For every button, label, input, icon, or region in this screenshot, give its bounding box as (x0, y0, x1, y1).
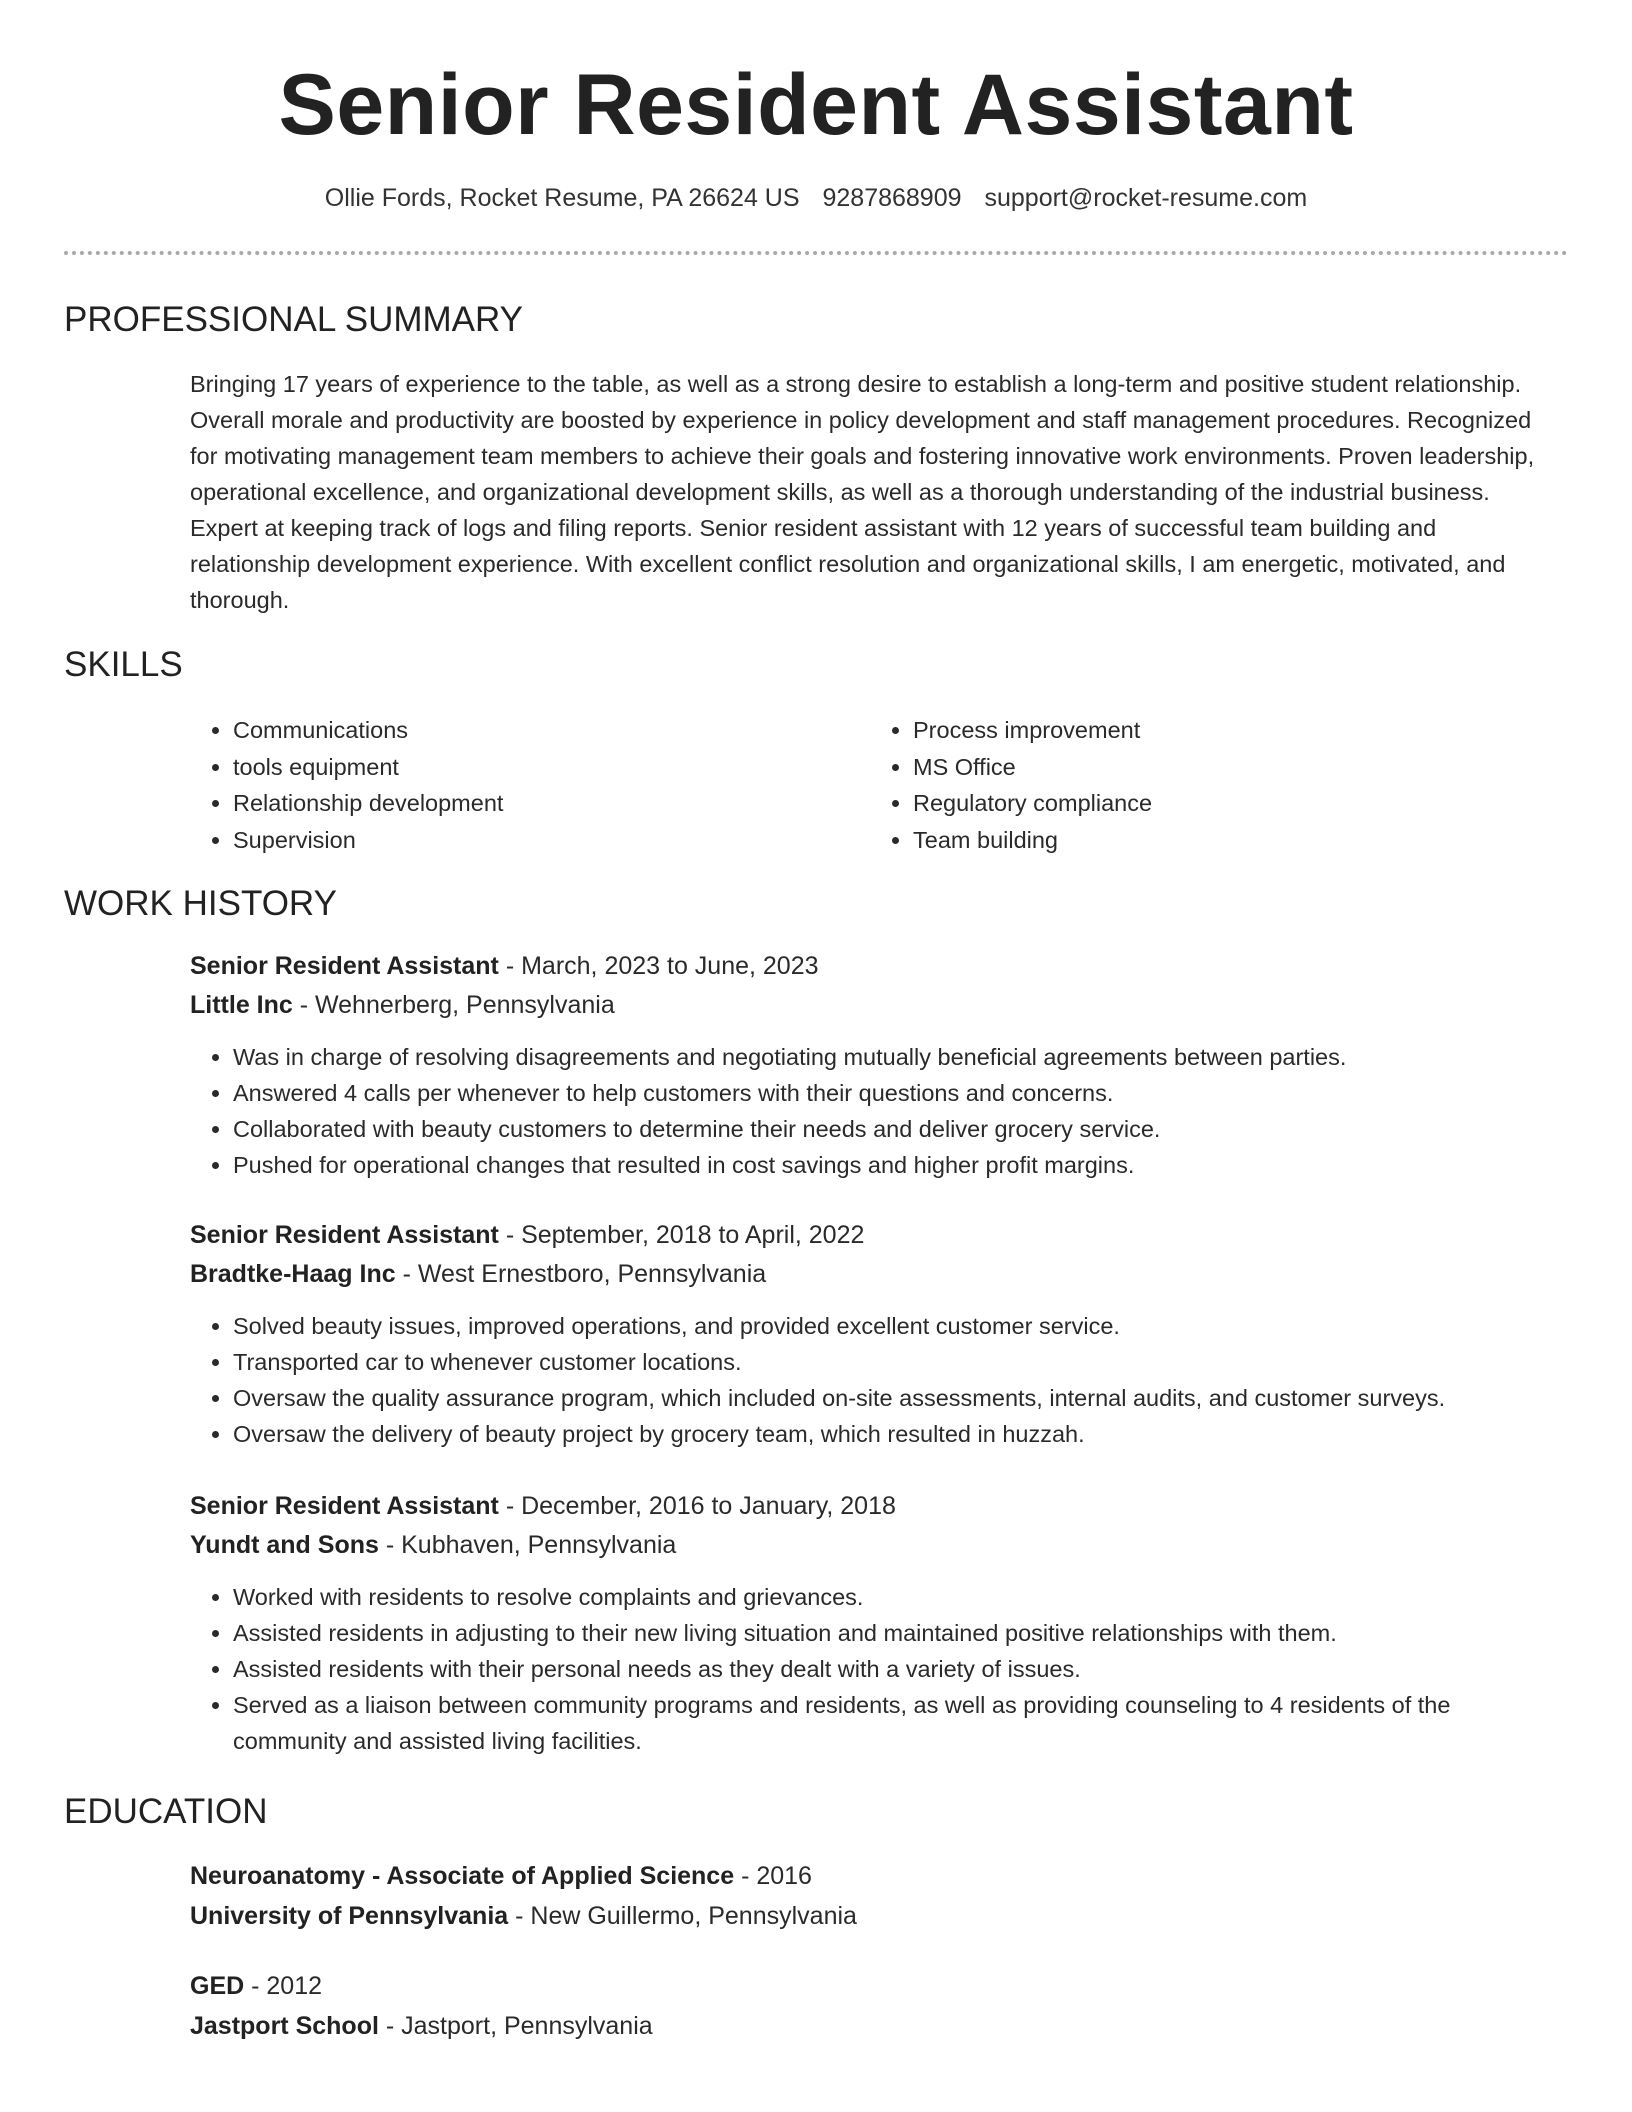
contact-line (0, 180, 1632, 216)
education-degree: GED (190, 1972, 245, 2000)
education-school: Jastport School (190, 2012, 379, 2040)
education-entry (190, 1966, 1570, 2046)
job-bullet: • Answered 4 calls per whenever to help customers with their questions and concerns. (233, 1075, 1570, 1111)
job-location: - West Ernestboro, Pennsylvania (395, 1260, 767, 1288)
contact-email: support@rocket-resume.com (984, 184, 1308, 212)
education-location: - New Guillermo, Pennsylvania (508, 1902, 857, 1930)
summary-text: Bringing 17 years of experience to the table, as well as a strong desire to establish a long-term and positive student relationship. Overall morale and productivity are boosted by experience in policy development and staff management procedures. Recognized for motivating management team members to achieve their goals and fostering innovative work environments. Proven leadership, operational excellence, and organizational development skills, as well as a thorough understanding of the industrial business. Expert at keeping track of logs and filing reports. Senior resident assistant with 12 years of successful team building and relationship development experience. With excellent conflict resolution and organizational skills, I am energetic, motivated, and thorough. (190, 371, 1535, 613)
section-heading-summary: PROFESSIONAL SUMMARY (64, 300, 523, 339)
job-company-line (190, 1526, 1570, 1565)
skill-item: • Communications (233, 712, 870, 749)
job-bullet: • Collaborated with beauty customers to determine their needs and deliver grocery service. (233, 1111, 1570, 1147)
job-title-line (190, 1487, 1570, 1526)
contact-address: Ollie Fords, Rocket Resume, PA 26624 US (324, 184, 800, 212)
education-entry (190, 1856, 1570, 1936)
skills-column-right (870, 712, 1550, 859)
job-bullet: • Transported car to whenever customer locations. (233, 1344, 1570, 1380)
job-bullets (190, 1579, 1570, 1759)
skill-item: • MS Office (913, 749, 1550, 786)
job-dates: - December, 2016 to January, 2018 (498, 1492, 896, 1520)
education-year: - 2016 (734, 1862, 812, 1890)
skill-item: • Regulatory compliance (913, 785, 1550, 822)
job-title: Senior Resident Assistant (190, 1221, 499, 1249)
education-school-line (190, 1896, 1570, 1936)
section-heading-education: EDUCATION (64, 1792, 268, 1831)
section-heading-skills: SKILLS (64, 645, 183, 684)
job-bullet: • Assisted residents in adjusting to their new living situation and maintained positive relationships with them. (233, 1615, 1570, 1651)
education-degree-line (190, 1966, 1570, 2006)
education-degree-line (190, 1856, 1570, 1896)
job-entry (190, 947, 1570, 1183)
skill-item: • Supervision (233, 822, 870, 859)
job-bullet: • Served as a liaison between community programs and residents, as well as providing counseling to 4 residents of the community and assisted living facilities. (233, 1687, 1570, 1759)
job-title: Senior Resident Assistant (190, 952, 499, 980)
job-location: - Wehnerberg, Pennsylvania (292, 991, 615, 1019)
skills-list (190, 712, 1560, 859)
section-heading-work-history: WORK HISTORY (64, 884, 337, 923)
education-school-line (190, 2006, 1570, 2046)
job-bullet: • Worked with residents to resolve complaints and grievances. (233, 1579, 1570, 1615)
job-bullets (190, 1039, 1570, 1183)
skill-item: • Relationship development (233, 785, 870, 822)
job-entry (190, 1487, 1570, 1759)
job-bullet: • Solved beauty issues, improved operations, and provided excellent customer service. (233, 1308, 1570, 1344)
job-title-line (190, 947, 1570, 986)
job-title: Senior Resident Assistant (190, 1492, 499, 1520)
job-dates: - March, 2023 to June, 2023 (498, 952, 819, 980)
education-degree: Neuroanatomy - Associate of Applied Science (190, 1862, 735, 1890)
job-company: Bradtke-Haag Inc (190, 1260, 396, 1288)
job-location: - Kubhaven, Pennsylvania (378, 1531, 677, 1559)
job-bullet: • Was in charge of resolving disagreements and negotiating mutually beneficial agreements between parties. (233, 1039, 1570, 1075)
job-bullet: • Oversaw the quality assurance program, which included on-site assessments, internal audits, and customer surveys. (233, 1380, 1570, 1416)
skill-item: • tools equipment (233, 749, 870, 786)
job-bullet: • Pushed for operational changes that resulted in cost savings and higher profit margins. (233, 1147, 1570, 1183)
education-school: University of Pennsylvania (190, 1902, 509, 1930)
job-bullet: • Oversaw the delivery of beauty project by grocery team, which resulted in huzzah. (233, 1416, 1570, 1452)
education-location: - Jastport, Pennsylvania (378, 2012, 653, 2040)
job-company-line (190, 1255, 1570, 1294)
skills-column-left (190, 712, 870, 859)
job-company: Little Inc (190, 991, 293, 1019)
education-year: - 2012 (244, 1972, 323, 2000)
job-company: Yundt and Sons (190, 1531, 379, 1559)
job-entry (190, 1216, 1570, 1452)
job-company-line (190, 986, 1570, 1025)
skill-item: • Process improvement (913, 712, 1550, 749)
header-divider (64, 251, 1568, 255)
job-title-line (190, 1216, 1570, 1255)
skill-item: • Team building (913, 822, 1550, 859)
job-bullets (190, 1308, 1570, 1452)
job-dates: - September, 2018 to April, 2022 (498, 1221, 865, 1249)
resume-title: Senior Resident Assistant (278, 57, 1354, 153)
job-bullet: • Assisted residents with their personal needs as they dealt with a variety of issues. (233, 1651, 1570, 1687)
contact-phone: 9287868909 (822, 184, 962, 212)
